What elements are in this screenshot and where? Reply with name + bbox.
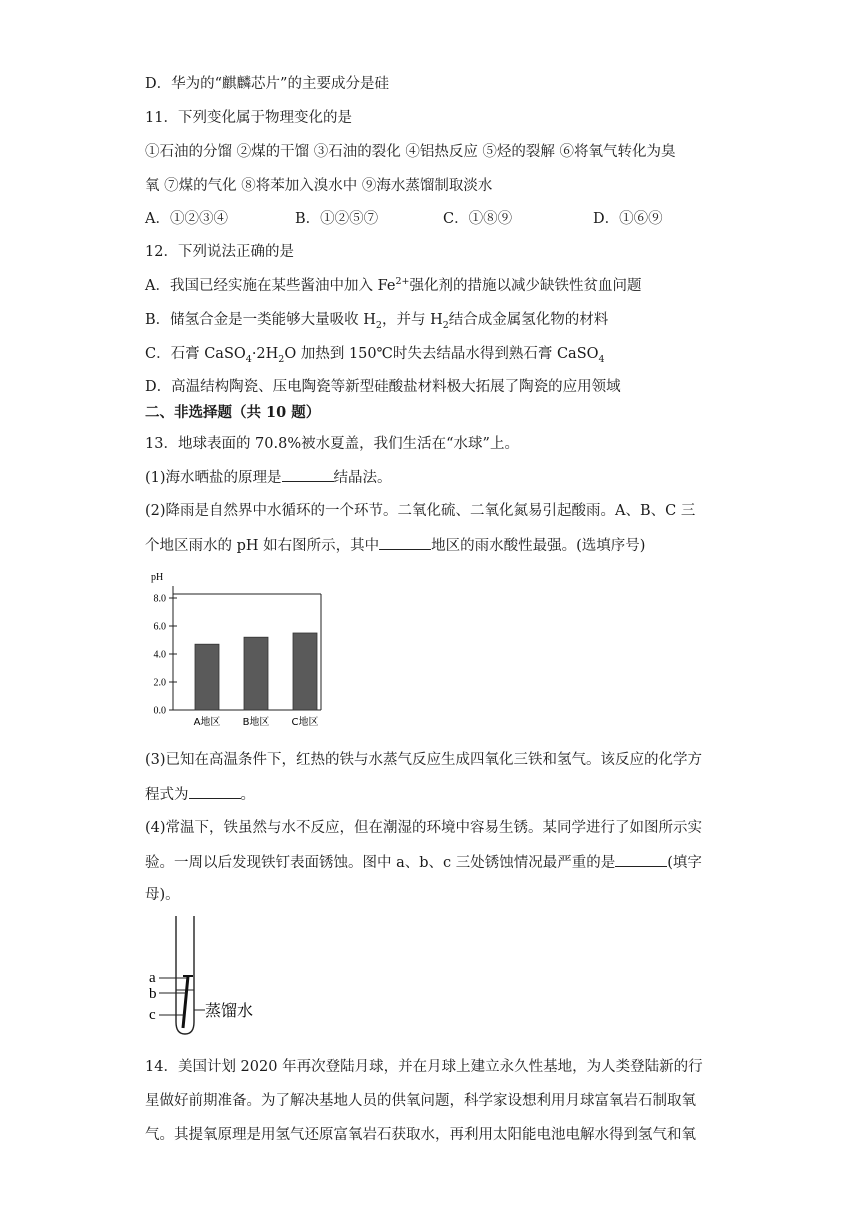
label-c: c <box>149 1007 156 1023</box>
x-tick-label: C地区 <box>291 717 319 728</box>
test-tube-figure <box>145 912 275 1040</box>
section-heading: 二、非选择题（共 10 题） <box>145 404 321 421</box>
q11-option-d: D．①⑥⑨ <box>593 211 663 227</box>
bar <box>244 637 268 710</box>
bar <box>195 644 219 710</box>
x-tick-label: B地区 <box>242 717 270 728</box>
q13-part3-line1: (3)已知在高温条件下，红热的铁与水蒸气反应生成四氧化三铁和氢气。该反应的化学方 <box>145 752 703 768</box>
answer-blank <box>282 467 334 482</box>
q11-stem: 11．下列变化属于物理变化的是 <box>145 110 352 126</box>
q13-part4-line2: 验。一周以后发现铁钉表面锈蚀。图中 a、b、c 三处锈蚀情况最严重的是 (填字 <box>145 852 702 873</box>
y-tick-label: 0.0 <box>153 705 166 717</box>
ph-bar-chart <box>145 568 345 730</box>
q10-option-d: D．华为的“麒麟芯片”的主要成分是硅 <box>145 76 389 92</box>
q13-part4-line3: 母)。 <box>145 887 180 903</box>
q11-option-a: A．①②③④ <box>145 211 228 227</box>
q13-part2-line1: (2)降雨是自然界中水循环的一个环节。二氧化硫、二氧化氮易引起酸雨。A、B、C 三 <box>145 503 696 519</box>
q12-option-d: D．高温结构陶瓷、压电陶瓷等新型硅酸盐材料极大拓展了陶瓷的应用领域 <box>145 379 621 395</box>
label-a: a <box>149 970 156 986</box>
q13-part2-line2: 个地区雨水的 pH 如右图所示，其中 地区的雨水酸性最强。(选填序号) <box>145 535 645 556</box>
q13-stem: 13．地球表面的 70.8%被水夏盖，我们生活在“水球”上。 <box>145 436 519 452</box>
q14-line2: 星做好前期准备。为了解决基地人员的供氧问题，科学家设想利用月球富氧岩石制取氧 <box>145 1093 696 1109</box>
answer-blank <box>189 784 241 799</box>
q13-part3-line2: 程式为 。 <box>145 784 255 805</box>
q11-option-b: B．①②⑤⑦ <box>295 211 379 227</box>
q11-items-line2: 氧 ⑦煤的气化 ⑧将苯加入溴水中 ⑨海水蒸馏制取淡水 <box>145 178 493 194</box>
q14-line1: 14．美国计划 2020 年再次登陆月球，并在月球上建立永久性基地，为人类登陆新的行 <box>145 1059 703 1075</box>
answer-blank <box>379 535 431 550</box>
distilled-water-label: 蒸馏水 <box>205 1001 254 1020</box>
y-tick-label: 8.0 <box>153 593 166 605</box>
q12-stem: 12．下列说法正确的是 <box>145 244 294 260</box>
bar <box>293 633 317 710</box>
q12-option-a: A．我国已经实施在某些酱油中加入 $Fe^{2+}$强化剂的措施以减少缺铁性贫血问题 <box>145 276 642 294</box>
q13-part4-line1: (4)常温下，铁虽然与水不反应，但在潮湿的环境中容易生锈。某同学进行了如图所示实 <box>145 820 703 836</box>
q11-option-c: C．①⑧⑨ <box>443 211 513 227</box>
x-tick-label: A地区 <box>193 717 221 728</box>
y-axis-label: pH <box>151 572 164 583</box>
q13-part1: (1)海水晒盐的原理是 结晶法。 <box>145 467 392 488</box>
q11-items-line1: ①石油的分馏 ②煤的干馏 ③石油的裂化 ④铝热反应 ⑤烃的裂解 ⑥将氧气转化为臭 <box>145 144 676 160</box>
label-b: b <box>149 986 157 1002</box>
iron-nail-icon <box>183 976 188 1028</box>
q12-option-c: C．石膏 $CaSO_4\cdot 2H_2O$ 加热到 150℃时失去结晶水得到熟石膏 CaSO$_4$ <box>145 346 605 365</box>
q11-options <box>145 209 663 229</box>
y-tick-label: 4.0 <box>153 649 166 661</box>
q12-option-b: B．储氢合金是一类能够大量吸收 $H_2$，并与 $H_2$结合成金属氢化物的材料 <box>145 312 609 331</box>
q14-line3: 气。其提氧原理是用氢气还原富氧岩石获取水，再利用太阳能电池电解水得到氢气和氧 <box>145 1127 696 1143</box>
answer-blank <box>615 852 667 867</box>
y-tick-label: 6.0 <box>153 621 166 633</box>
y-tick-label: 2.0 <box>153 677 166 689</box>
